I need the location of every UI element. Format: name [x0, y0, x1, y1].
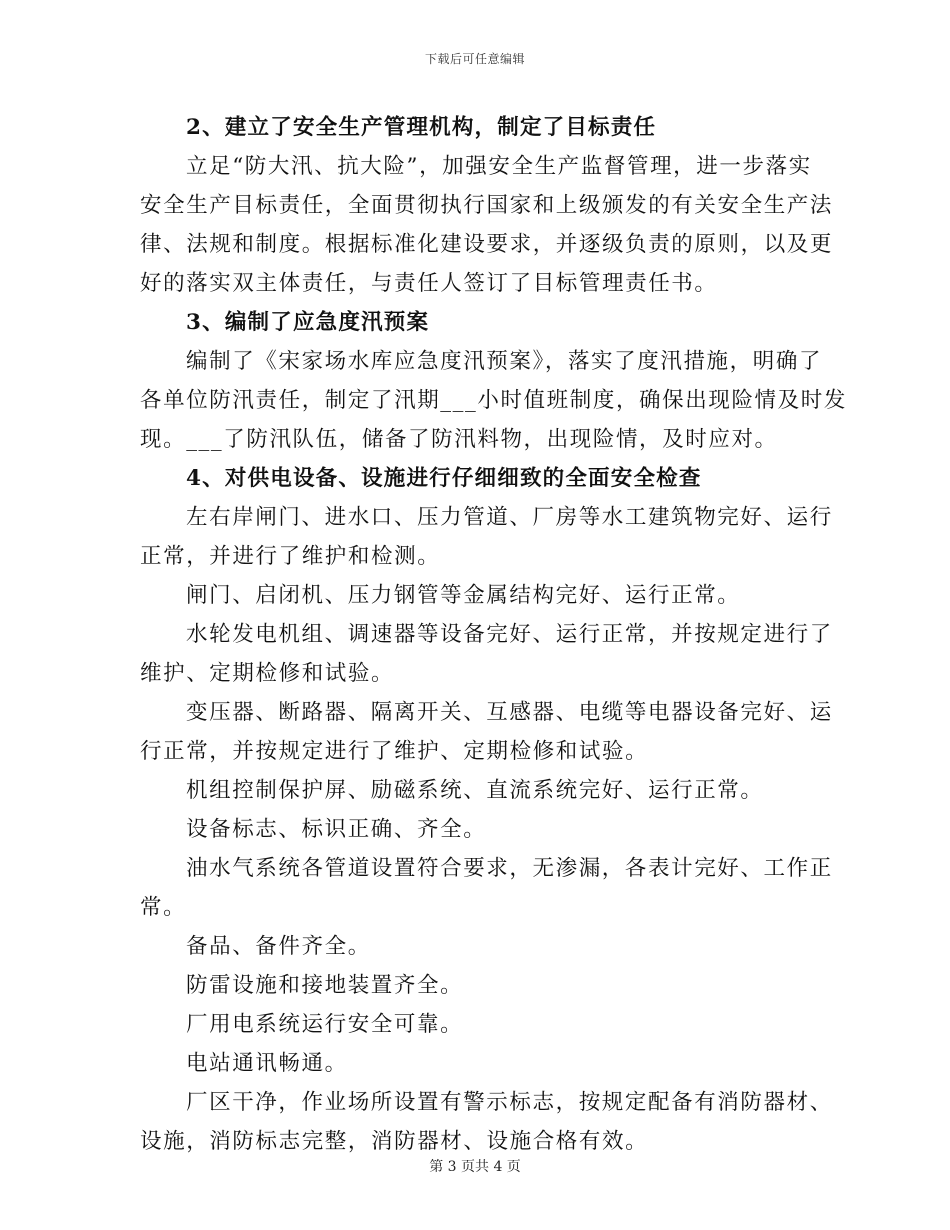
paragraph-line: 变压器、断路器、隔离开关、互感器、电缆等电器设备完好、运	[186, 700, 833, 725]
paragraph-line: 安全生产目标责任，全面贯彻执行国家和上级颁发的有关安全生产法	[140, 193, 834, 218]
paragraph-line: 机组控制保护屏、励磁系统、直流系统完好、运行正常。	[186, 778, 764, 803]
paragraph-line: 设备标志、标识正确、齐全。	[186, 817, 487, 842]
section-heading-3: 3、编制了应急度汛预案	[186, 310, 430, 335]
paragraph-line: 立足“防大汛、抗大险”，加强安全生产监督管理，进一步落实	[186, 154, 812, 179]
paragraph-line: 现。___了防汛队伍，储备了防汛料物，出现险情，及时应对。	[140, 427, 778, 452]
paragraph-line: 厂用电系统运行安全可靠。	[186, 1012, 464, 1037]
paragraph-line: 防雷设施和接地装置齐全。	[186, 973, 464, 998]
paragraph-line: 编制了《宋家场水库应急度汛预案》，落实了度汛措施，明确了	[186, 349, 823, 374]
document-body	[140, 108, 847, 1161]
paragraph-line: 正常，并进行了维护和检测。	[140, 544, 441, 569]
paragraph-line: 水轮发电机组、调速器等设备完好、运行正常，并按规定进行了	[186, 622, 833, 647]
paragraph-line: 各单位防汛责任，制定了汛期___小时值班制度，确保出现险情及时发	[140, 388, 847, 413]
paragraph-line: 常。	[140, 895, 187, 920]
paragraph-line: 维护、定期检修和试验。	[140, 661, 395, 686]
page-number: 第 3 页共 4 页	[429, 1159, 521, 1175]
paragraph-line: 好的落实双主体责任，与责任人签订了目标管理责任书。	[140, 271, 718, 296]
paragraph-line: 左右岸闸门、进水口、压力管道、厂房等水工建筑物完好、运行	[186, 505, 833, 530]
paragraph-line: 律、法规和制度。根据标准化建设要求，并逐级负责的原则，以及更	[140, 232, 834, 257]
paragraph-line: 备品、备件齐全。	[186, 934, 371, 959]
page-header: 下载后可任意编辑	[424, 52, 525, 66]
paragraph-line: 油水气系统各管道设置符合要求，无渗漏，各表计完好、工作正	[186, 856, 833, 881]
section-heading-4: 4、对供电设备、设施进行仔细细致的全面安全检查	[186, 466, 702, 491]
paragraph-line: 行正常，并按规定进行了维护、定期检修和试验。	[140, 739, 649, 764]
paragraph-line: 厂区干净，作业场所设置有警示标志，按规定配备有消防器材、	[186, 1090, 833, 1115]
paragraph-line: 闸门、启闭机、压力钢管等金属结构完好、运行正常。	[186, 583, 741, 608]
paragraph-line: 电站通讯畅通。	[186, 1051, 348, 1076]
paragraph-line: 设施，消防标志完整，消防器材、设施合格有效。	[140, 1129, 649, 1154]
section-heading-2: 2、建立了安全生产管理机构，制定了目标责任	[186, 115, 657, 140]
